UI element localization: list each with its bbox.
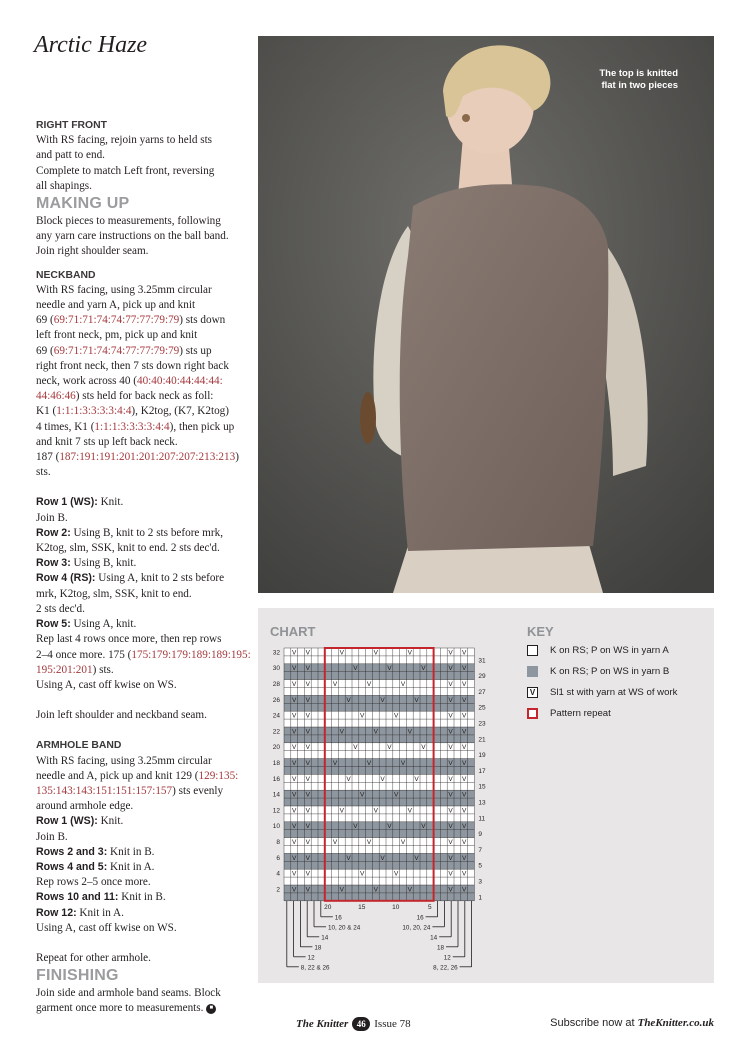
text-line: needle and A, pick up and knit 129 (129:135: (36, 769, 239, 782)
model-illustration (258, 36, 714, 593)
leader-label: 8, 22 & 26 (300, 964, 330, 972)
row-number-right: 1 (478, 894, 483, 902)
slip-stitch-mark: V (292, 775, 297, 783)
page-title: Arctic Haze (34, 32, 148, 58)
slip-stitch-mark: V (305, 807, 310, 815)
stitch-number: 5 (427, 903, 432, 911)
slip-stitch-mark: V (292, 665, 297, 673)
slip-stitch-mark: V (292, 870, 297, 878)
slip-stitch-mark: V (366, 681, 372, 688)
row-number-right: 15 (478, 783, 486, 791)
slip-stitch-mark: V (292, 791, 297, 799)
text-line: left front neck, pm, pick up and knit (36, 329, 198, 342)
text-line: 4 times, K1 (1:1:1:3:3:3:3:4:4), then pick up (36, 420, 235, 433)
slip-stitch-mark: V (305, 744, 310, 752)
slip-stitch-mark: V (332, 839, 338, 846)
photo-caption: The top is knitted flat in two pieces (599, 68, 678, 91)
text-line: neck, work across 40 (40:40:40:44:44:44: (36, 375, 223, 388)
slip-stitch-mark: V (394, 712, 399, 720)
slip-stitch-mark: V (292, 839, 297, 846)
slip-stitch-mark: V (462, 728, 467, 736)
slip-stitch-mark: V (353, 665, 358, 673)
row-number-left: 6 (276, 854, 280, 862)
text-line: Rep rows 2–5 once more. (36, 876, 151, 889)
slip-stitch-mark: V (305, 775, 310, 783)
row-number-left: 30 (272, 665, 280, 673)
key-item-yarn-a: K on RS; P on WS in yarn A (527, 645, 669, 656)
text-line: garment once more to measurements. ■ (36, 1001, 251, 1016)
slip-stitch-icon: V (527, 687, 538, 698)
row-number-left: 24 (272, 712, 280, 720)
subscribe-link[interactable]: TheKnitter.co.uk (637, 1017, 714, 1029)
slip-stitch-mark: V (448, 775, 453, 783)
slip-stitch-mark: V (400, 760, 406, 767)
text-line: Repeat for other armhole. (36, 951, 151, 964)
text-line: Join left shoulder and neckband seam. (36, 709, 207, 722)
slip-stitch-mark: V (292, 807, 297, 815)
making-up-heading: MAKING UP (36, 195, 130, 213)
row-number-left: 16 (272, 775, 280, 783)
row-number-right: 19 (478, 752, 486, 760)
slip-stitch-mark: V (448, 807, 453, 815)
slip-stitch-mark: V (305, 886, 310, 894)
slip-stitch-mark: V (462, 744, 467, 752)
key-item-yarn-b: K on RS; P on WS in yarn B (527, 666, 669, 677)
slip-stitch-mark: V (387, 744, 392, 752)
footer-magazine: The Knitter 46 Issue 78 (296, 1018, 411, 1030)
key-item-repeat: Pattern repeat (527, 708, 611, 719)
slip-stitch-mark: V (462, 712, 467, 720)
slip-stitch-mark: V (305, 696, 310, 704)
leader-label: 16 (334, 914, 342, 922)
end-mark-icon: ■ (206, 1004, 216, 1014)
slip-stitch-mark: V (448, 712, 453, 720)
row-number-right: 31 (478, 657, 486, 665)
text-line: around armhole edge. (36, 800, 134, 813)
slip-stitch-mark: V (462, 665, 467, 673)
leader-label: 18 (436, 944, 444, 952)
armhole-band-heading: ARMHOLE BAND (36, 740, 122, 752)
row-number-left: 14 (272, 791, 280, 799)
slip-stitch-mark: V (462, 681, 467, 688)
slip-stitch-mark: V (366, 760, 372, 767)
text-line: Join B. (36, 511, 68, 524)
slip-stitch-mark: V (346, 775, 351, 783)
row-number-right: 3 (478, 878, 483, 886)
slip-stitch-mark: V (448, 665, 453, 673)
yarn-a-swatch (527, 645, 538, 656)
slip-stitch-mark: V (305, 870, 310, 878)
text-line: 135:143:143:151:151:157:157) sts evenly (36, 784, 224, 797)
text-line: 44:46:46) sts held for back neck as foll: (36, 390, 214, 403)
slip-stitch-mark: V (305, 728, 310, 736)
row-number-left: 8 (276, 839, 280, 846)
text-line: Using A, cast off kwise on WS. (36, 678, 177, 691)
row-number-left: 12 (272, 807, 280, 815)
slip-stitch-mark: V (448, 728, 453, 736)
slip-stitch-mark: V (462, 807, 467, 815)
slip-stitch-mark: V (448, 823, 453, 831)
text-line: Join side and armhole band seams. Block (36, 987, 221, 1000)
key-label: KEY (527, 624, 554, 639)
row-line: Row 2: Using B, knit to 2 sts before mrk, (36, 526, 224, 539)
slip-stitch-mark: V (380, 696, 385, 704)
text-line: 195:201:201) sts. (36, 663, 114, 676)
row-number-left: 2 (276, 886, 280, 894)
text-line: With RS facing, using 3.25mm circular (36, 754, 212, 767)
slip-stitch-mark: V (462, 649, 467, 657)
text-line: Join right shoulder seam. (36, 245, 149, 258)
slip-stitch-mark: V (462, 823, 467, 831)
slip-stitch-mark: V (373, 807, 378, 815)
text-line: mrk, K2tog, slm, SSK, knit to end. (36, 587, 192, 600)
finishing-heading: FINISHING (36, 967, 119, 985)
right-front-heading: RIGHT FRONT (36, 120, 107, 131)
slip-stitch-mark: V (448, 870, 453, 878)
text-line: right front neck, then 7 sts down right back (36, 359, 229, 372)
knitting-chart (258, 608, 518, 983)
row-number-left: 18 (272, 760, 280, 767)
text-line: 187 (187:191:191:201:201:207:207:213:213) sts. (36, 451, 239, 479)
row-number-left: 28 (272, 681, 280, 688)
leader-label: 10, 20 & 24 (328, 924, 361, 932)
slip-stitch-mark: V (360, 870, 365, 878)
leader-label: 8, 22, 26 (433, 964, 458, 972)
slip-stitch-mark: V (380, 854, 385, 862)
footer-subscribe: Subscribe now at TheKnitter.co.uk (550, 1017, 714, 1029)
slip-stitch-mark: V (448, 839, 453, 846)
slip-stitch-mark: V (448, 744, 453, 752)
slip-stitch-mark: V (448, 854, 453, 862)
row-number-left: 20 (272, 744, 280, 752)
slip-stitch-mark: V (462, 791, 467, 799)
text-line: 2 sts dec'd. (36, 602, 85, 615)
slip-stitch-mark: V (421, 744, 426, 752)
slip-stitch-mark: V (373, 649, 378, 657)
slip-stitch-mark: V (407, 728, 412, 736)
slip-stitch-mark: V (305, 649, 310, 657)
row-number-right: 9 (478, 831, 483, 839)
yarn-b-swatch (527, 666, 538, 677)
slip-stitch-mark: V (332, 681, 338, 688)
slip-stitch-mark: V (292, 728, 297, 736)
slip-stitch-mark: V (292, 760, 297, 767)
text-line: Block pieces to measurements, following (36, 215, 221, 228)
slip-stitch-mark: V (462, 775, 467, 783)
slip-stitch-mark: V (360, 712, 365, 720)
slip-stitch-mark: V (394, 791, 399, 799)
text-line: and knit 7 sts up left back neck. (36, 435, 178, 448)
slip-stitch-mark: V (366, 839, 372, 846)
leader-label: 12 (307, 954, 315, 962)
slip-stitch-mark: V (448, 760, 453, 767)
row-line: Rows 4 and 5: Knit in A. (36, 860, 155, 873)
text-line: Using A, cast off kwise on WS. (36, 921, 177, 934)
text-line: 69 (69:71:71:74:74:77:77:79:79) sts down (36, 314, 226, 327)
stitch-number: 10 (392, 903, 400, 911)
slip-stitch-mark: V (353, 744, 358, 752)
slip-stitch-mark: V (400, 681, 406, 688)
slip-stitch-mark: V (387, 665, 392, 673)
text-line: 69 (69:71:71:74:74:77:77:79:79) sts up (36, 344, 212, 357)
model-photo (258, 36, 714, 593)
slip-stitch-mark: V (292, 681, 297, 688)
slip-stitch-mark: V (448, 791, 453, 799)
slip-stitch-mark: V (448, 649, 453, 657)
row-number-right: 7 (478, 846, 483, 854)
slip-stitch-mark: V (407, 807, 412, 815)
slip-stitch-mark: V (373, 886, 378, 894)
row-number-right: 23 (478, 720, 486, 728)
leader-label: 12 (443, 954, 451, 962)
text-line: Join B. (36, 830, 68, 843)
row-number-left: 4 (276, 870, 280, 878)
row-number-right: 25 (478, 704, 486, 712)
text-line: all shapings. (36, 179, 92, 192)
slip-stitch-mark: V (360, 791, 365, 799)
slip-stitch-mark: V (414, 696, 419, 704)
slip-stitch-mark: V (387, 823, 392, 831)
row-number-right: 29 (478, 673, 486, 681)
slip-stitch-mark: V (305, 681, 310, 688)
row-number-right: 27 (478, 688, 486, 696)
text-line: With RS facing, rejoin yarns to held sts (36, 134, 213, 147)
row-number-left: 10 (272, 823, 280, 831)
row-number-right: 11 (478, 815, 486, 823)
text-line: With RS facing, using 3.25mm circular (36, 283, 212, 296)
row-line: Row 4 (RS): Using A, knit to 2 sts before (36, 572, 225, 585)
row-line: Rows 10 and 11: Knit in B. (36, 891, 166, 904)
leader-label: 18 (314, 944, 322, 952)
slip-stitch-mark: V (448, 886, 453, 894)
slip-stitch-mark: V (414, 775, 419, 783)
slip-stitch-mark: V (339, 807, 344, 815)
row-line: Row 1 (WS): Knit. (36, 815, 124, 828)
text-line: K1 (1:1:1:3:3:3:3:4:4), K2tog, (K7, K2tog) (36, 405, 229, 418)
pattern-repeat-swatch (527, 708, 538, 719)
slip-stitch-mark: V (462, 760, 467, 767)
slip-stitch-mark: V (305, 665, 310, 673)
row-number-left: 32 (272, 649, 280, 657)
slip-stitch-mark: V (462, 854, 467, 862)
slip-stitch-mark: V (462, 886, 467, 894)
key-item-slip: V Sl1 st with yarn at WS of work (527, 687, 677, 698)
row-line: Row 1 (WS): Knit. (36, 496, 124, 509)
slip-stitch-mark: V (305, 823, 310, 831)
slip-stitch-mark: V (394, 870, 399, 878)
row-line: Row 3: Using B, knit. (36, 557, 137, 570)
row-line: Row 5: Using A, knit. (36, 618, 137, 631)
slip-stitch-mark: V (462, 696, 467, 704)
slip-stitch-mark: V (462, 870, 467, 878)
slip-stitch-mark: V (421, 665, 426, 673)
slip-stitch-mark: V (346, 696, 351, 704)
slip-stitch-mark: V (292, 823, 297, 831)
slip-stitch-mark: V (305, 712, 310, 720)
text-line: and patt to end. (36, 149, 105, 162)
slip-stitch-mark: V (407, 886, 412, 894)
slip-stitch-mark: V (339, 728, 344, 736)
leader-label: 14 (430, 934, 438, 942)
row-number-left: 26 (272, 696, 280, 704)
page-number: 46 (352, 1017, 370, 1031)
neckband-heading: NECKBAND (36, 269, 96, 281)
slip-stitch-mark: V (292, 649, 297, 657)
leader-label: 16 (416, 914, 424, 922)
slip-stitch-mark: V (400, 839, 406, 846)
text-line: any yarn care instructions on the ball band. (36, 230, 229, 243)
slip-stitch-mark: V (414, 854, 419, 862)
stitch-number: 15 (358, 903, 366, 911)
slip-stitch-mark: V (353, 823, 358, 831)
slip-stitch-mark: V (305, 791, 310, 799)
slip-stitch-mark: V (380, 775, 385, 783)
chart-label: CHART (270, 624, 316, 639)
row-number-right: 17 (478, 767, 486, 775)
slip-stitch-mark: V (292, 712, 297, 720)
row-number-right: 5 (478, 862, 483, 870)
text-line: K2tog, slm, SSK, knit to end. 2 sts dec'd. (36, 542, 220, 555)
row-number-left: 22 (272, 728, 280, 736)
leader-label: 10, 20, 24 (402, 924, 431, 932)
text-line: Complete to match Left front, reversing (36, 164, 215, 177)
slip-stitch-mark: V (305, 854, 310, 862)
stitch-number: 20 (324, 903, 332, 911)
slip-stitch-mark: V (292, 744, 297, 752)
slip-stitch-mark: V (462, 839, 467, 846)
slip-stitch-mark: V (339, 649, 344, 657)
slip-stitch-mark: V (421, 823, 426, 831)
text-line: needle and yarn A, pick up and knit (36, 299, 196, 312)
slip-stitch-mark: V (448, 696, 453, 704)
row-line: Row 12: Knit in A. (36, 906, 124, 919)
row-number-right: 21 (478, 736, 486, 744)
row-line: Rows 2 and 3: Knit in B. (36, 845, 155, 858)
chart-panel (258, 608, 714, 983)
text-line: Rep last 4 rows once more, then rep rows (36, 633, 222, 646)
text-line: 2–4 once more. 175 (175:179:179:189:189:195: (36, 648, 251, 661)
slip-stitch-mark: V (305, 760, 310, 767)
slip-stitch-mark: V (292, 696, 297, 704)
row-number-right: 13 (478, 799, 486, 807)
pattern-text-column (36, 118, 251, 1017)
slip-stitch-mark: V (339, 886, 344, 894)
slip-stitch-mark: V (332, 760, 338, 767)
slip-stitch-mark: V (448, 681, 453, 688)
slip-stitch-mark: V (305, 839, 310, 846)
slip-stitch-mark: V (407, 649, 412, 657)
slip-stitch-mark: V (373, 728, 378, 736)
slip-stitch-mark: V (292, 886, 297, 894)
slip-stitch-mark: V (292, 854, 297, 862)
leader-label: 14 (321, 934, 329, 942)
slip-stitch-mark: V (346, 854, 351, 862)
